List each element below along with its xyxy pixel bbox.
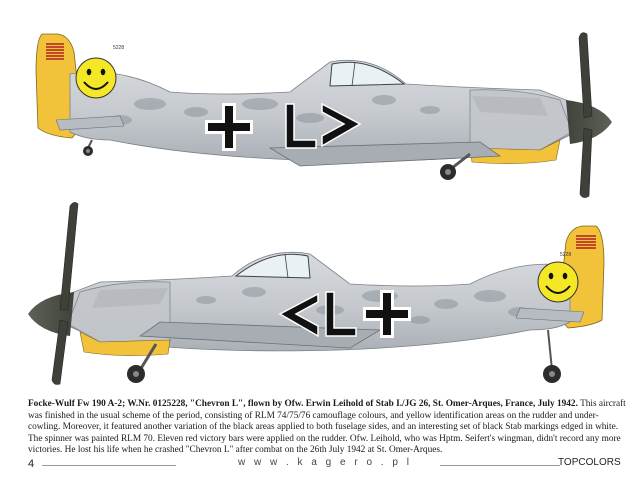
footer-rule-left — [42, 465, 176, 466]
caption-title: Focke-Wulf Fw 190 A-2; W.Nr. 0125228, "Chevron L", flown by Ofw. Erwin Leihold of Stab I./JG 26, St. Omer-Arques, France, July 1942. — [28, 399, 578, 409]
cowling — [470, 90, 572, 150]
page-number: 4 — [28, 458, 35, 470]
werknummer-label: 5228 — [113, 45, 125, 51]
main-wheel — [127, 365, 145, 383]
aircraft-right-profile — [0, 180, 640, 392]
main-wheel — [440, 164, 456, 180]
werknummer-label: 5228 — [560, 252, 572, 258]
footer-rule-right — [440, 465, 560, 466]
caption-body: This aircraft was finished in the usual scheme of the period, consisting of RLM 74/75/76 camouflage colours, and yellow identification areas on the rudder and under-cowling. Moreover, it featured another variation of the black areas applied to both fuselage sides, and an interesting set of black Stab markings edged in white. The spinner was painted RLM 70. Eleven red victory bars were applied on the rudder. Ofw. Leihold, who was Hptm. Seifert's wingman, didn't record any more victories. He lost his life when he crashed "Chevron L" after combat on the 26th July 1942 at St. Omer-Arques. — [28, 399, 626, 456]
website-url: w w w . k a g e r o . p l — [238, 457, 412, 468]
smiley-emblem — [76, 58, 116, 98]
tail-wheel — [83, 140, 93, 156]
page-footer — [0, 444, 640, 484]
tail-wheel — [543, 330, 561, 383]
aircraft-left-profile — [0, 0, 640, 200]
brand-name: TOPCOLORS — [558, 457, 621, 468]
smiley-emblem — [538, 262, 578, 302]
